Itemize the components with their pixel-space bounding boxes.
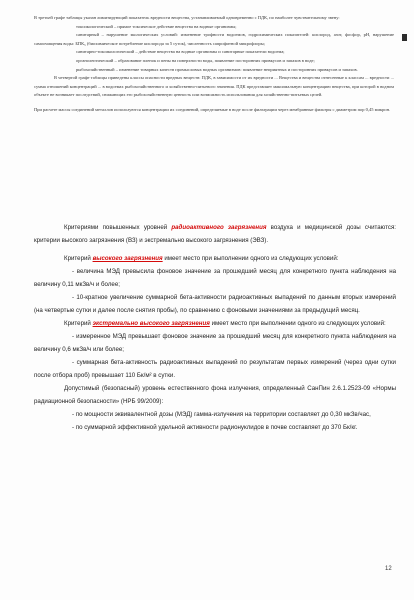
small-paragraph: В третьей графе таблицы указан лимитирующий показатель вредности вещества, устанавливаемый одновременно с ПДК, по наиболее чувствительному звену: [34,15,340,20]
list-item: - по суммарной эффективной удельной активности радионуклидов в почве составляет до 370 Бк/кг. [72,424,358,431]
highlight-term: радиоактивного загрязнения [171,224,267,231]
highlight-term: экстремально высокого загрязнения [92,320,210,327]
small-paragraph: токсикологический – прямое токсическое действие вещества на водные организмы; [76,23,237,29]
list-item: - 10-кратное увеличение суммарной бета-активности радиоактивных выпадений по данным вторых измерений (на четвертые сутки и далее после снятия пробы), по сравнению с фоновыми значениями за предыдущий месяц. [34,294,396,314]
small-print-section [34,14,394,115]
scan-mark [402,34,407,41]
text: имеет место при выполнении одного из следующих условий: [209,320,386,327]
small-paragraph: санитарный – нарушение экологических условий: изменение трофности водоемов, гидрохимических показателей: кислород, азот, фосфор, pH, нарушение самоочищения воды: БПК₅ (биохимическое потребление кислорода за 5 суток), численность сапрофитной микрофлоры; [34,32,394,46]
text: Критерий [64,255,93,262]
list-item: - величина МЭД превысила фоновое значение за прошедший месяц для конкретного пункта наблюдения на величину 0,11 мкЗв/ч и более; [34,268,396,288]
small-paragraph: В четвертой графе таблицы приведены классы опасности вредных веществ: ПДК, в зависимости от их вредности ... Вещества и вещества отнесенные к классам ... вредности ... сумма отношений концентраций ... в водоемах рыбохозяйственного и хозяйственно-питьевого значения. ПДК представляет максимальную концентрацию вещества, при которой в водном объекте не возникает последствий, снижающих его рыбохозяйственную ценность или возможность использования для хозяйственно-питьевых целей. [34,75,394,98]
text: Критериями повышенных уровней [64,224,172,231]
paragraph-high-pollution [34,252,396,265]
text: воздуха и медицинской дозы считаются: критерии высокого загрязнения (ВЗ) и экстремально высокого загрязнения (ЭВЗ). [34,224,396,244]
list-item: - измеренное МЭД превышает фоновое значение за прошедший месяц для конкретного пункта наблюдения на величину 0,6 мкЗв/ч или более; [34,333,396,353]
paragraph-criteria [34,221,396,247]
small-paragraph: При расчете массы соединений металлов используются концентрации их соединений, определяемые в воде после фильтрации через мембранные фильтры с диаметром пор 0,45 микрон. [34,106,391,112]
highlight-term: высокого загрязнения [92,255,163,262]
small-paragraph: органолептический – образование пленок и пены на поверхности воды, появление посторонних привкусов и запахов в воде; [76,57,315,63]
small-paragraph: рыбохозяйственный – изменение товарных качеств промысловых водных организмов: появление неприятных и посторонних привкусов и запахов. [76,66,358,72]
list-item: - суммарная бета-активность радиоактивных выпадений по результатам первых измерений (через одни сутки после отбора проб) превышает 110 Бк/м² в сутки. [34,359,396,379]
text: имеет место при выполнении одного из следующих условий: [162,255,339,262]
page-number: 12 [385,566,392,572]
main-text [34,221,396,434]
paragraph-extreme-pollution [34,317,396,330]
small-paragraph: санитарно-токсикологический – действие вещества на водные организмы и санитарные показатели водоема; [76,49,285,55]
paragraph-background-level: Допустимый (безопасный) уровень естественного фона излучения, определенный СанПин 2.6.1.2523-09 «Нормы радиационной безопасности» (НРБ 99/2009): [34,385,396,405]
text: Критерий [64,320,93,327]
list-item: - по мощности эквивалентной дозы (МЭД) гамма-излучения на территории составляет до 0,30 мкЗв/час, [72,411,371,418]
